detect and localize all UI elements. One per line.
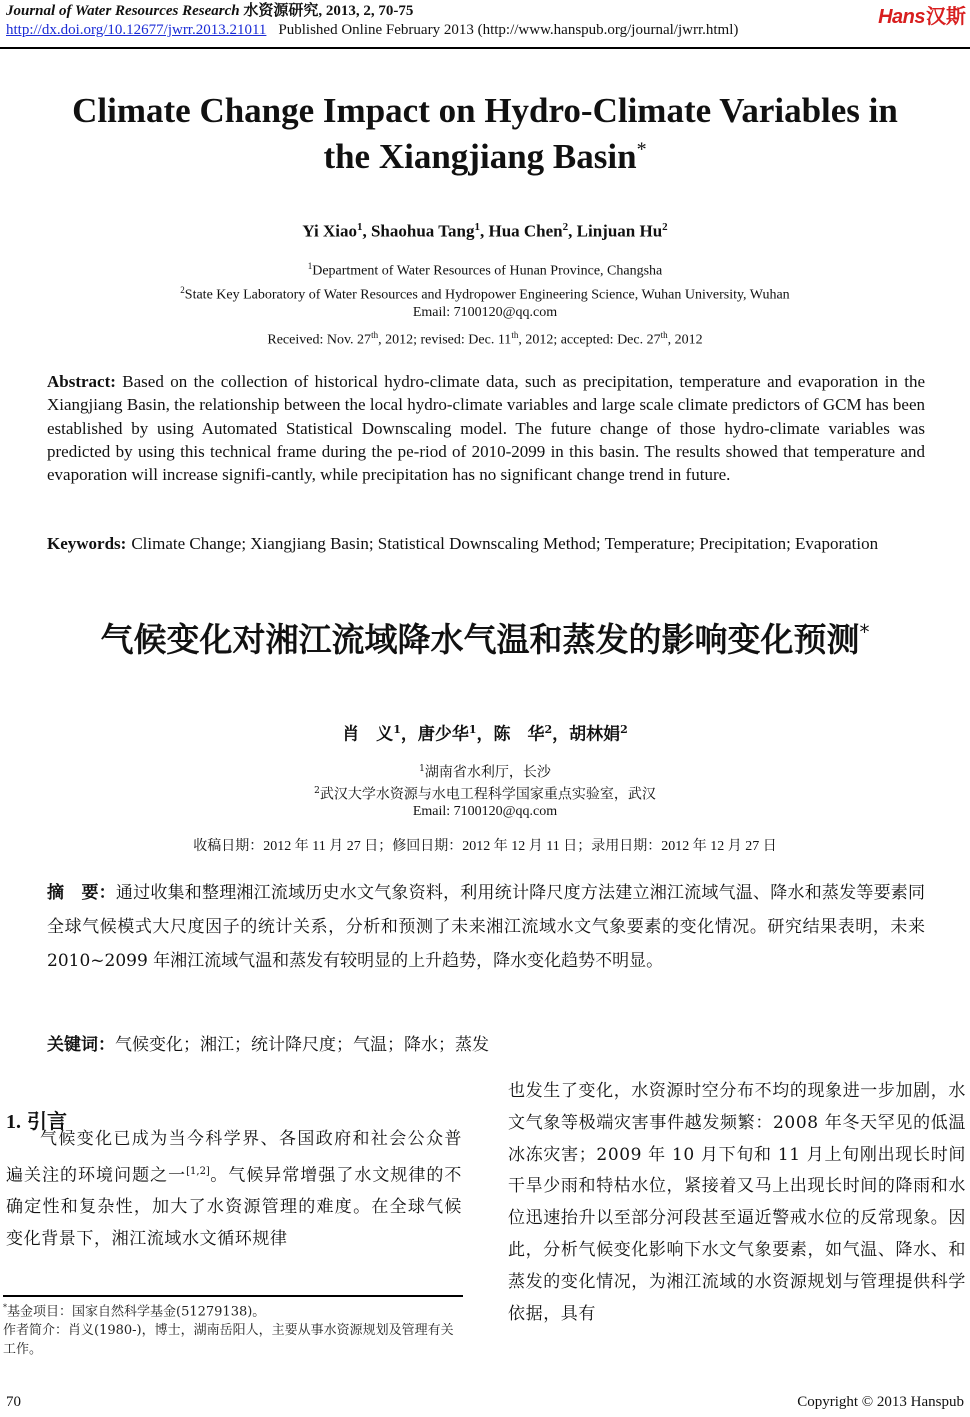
aff-num: 1 — [419, 764, 425, 774]
received-part: Received: Nov. 27 — [267, 332, 372, 348]
author-aff: 1 — [393, 723, 401, 736]
author-sep: , — [362, 221, 371, 241]
title-cn-footnote-mark: * — [859, 620, 870, 644]
keywords-label: Keywords: — [47, 534, 127, 553]
body-text: 。气候异常增强了水文规律的不确定性和复杂性，加大了水资源管理的难度。在全球气候变化背景下，湘江流域水文循环规律 — [6, 1165, 463, 1250]
doi-link[interactable]: http://dx.doi.org/10.12677/jwrr.2013.21011 — [6, 22, 267, 38]
author-aff: 2 — [662, 221, 668, 233]
author-sep: , — [568, 221, 577, 241]
author: Hua Chen — [488, 221, 563, 241]
abstract-cn — [47, 876, 925, 978]
authors-en — [0, 216, 970, 243]
abstract-cn-text: 通过收集和整理湘江流域历史水文气象资料，利用统计降尺度方法建立湘江流域气温、降水和蒸发等要素同全球气候模式大尺度因子的统计关系，分析和预测了未来湘江流域水文气象要素的变化情况。研究结果表明，未来 2010~2099 年湘江流域气温和蒸发有较明显的上升趋势，降水变化趋势不明显。 — [47, 883, 926, 971]
author-sep: ， — [476, 724, 494, 745]
revised-part: , 2012; revised: Dec. 11 — [378, 332, 512, 348]
keywords-cn-text: 气候变化；湘江；统计降尺度；气温；降水；蒸发 — [115, 1035, 489, 1055]
footnote-fund-text: 基金项目：国家自然科学基金(51279138)。 — [7, 1304, 266, 1320]
title-cn-text: 气候变化对湘江流域降水气温和蒸发的影响变化预测 — [100, 620, 860, 659]
aff-num: 2 — [180, 284, 185, 295]
author: 肖 义 — [342, 724, 394, 745]
ordinal: th — [660, 330, 668, 340]
author-aff: 1 — [468, 723, 477, 736]
paper-title-en — [0, 88, 970, 180]
aff-text: 湖南省水利厅，长沙 — [424, 764, 551, 781]
affiliation — [0, 760, 970, 782]
hans-logo — [878, 0, 966, 29]
author-aff: 1 — [474, 221, 480, 233]
section-number: 1. — [6, 1111, 21, 1133]
aff-text: Department of Water Resources of Hunan Province, Changsha — [312, 263, 663, 279]
affiliation — [0, 281, 970, 305]
accepted-part: , 2012; accepted: Dec. 27 — [518, 332, 661, 348]
received-dates-cn: 收稿日期：2012 年 11 月 27 日；修回日期：2012 年 12 月 11 日；录用日期：2012 年 12 月 27 日 — [193, 839, 777, 854]
title-line-1: Climate Change Impact on Hydro-Climate Variables in — [72, 91, 898, 130]
abstract-label: Abstract: — [47, 372, 116, 391]
author: Yi Xiao — [302, 221, 357, 241]
body-text: 气候变化已成为当今科学界、各国政府和社会公众普遍关注的环境问题之一 — [6, 1129, 462, 1186]
copyright: Copyright © 2013 Hanspub — [797, 1394, 964, 1410]
footnote-mark: * — [3, 1303, 7, 1312]
author-aff: 1 — [356, 221, 363, 233]
email: Email: 7100120@qq.com — [412, 305, 558, 321]
footnote-divider — [3, 1295, 463, 1297]
logo-text-cn: 汉斯 — [926, 6, 966, 28]
running-header — [6, 2, 964, 40]
author: 唐少华 — [417, 724, 469, 745]
received-dates-en — [0, 326, 970, 350]
authors-cn — [0, 718, 970, 747]
affiliation — [0, 782, 970, 804]
email: Email: 7100120@qq.com — [412, 804, 558, 820]
journal-name-en: Journal of Water Resources Research — [6, 3, 240, 19]
abstract-text: Based on the collection of historical hydro-climate data, such as precipitation, temperature and evaporation in the Xiangjiang Basin, the relationship between the local hydro-climate variables and large scale climate predictors of GCM has been established by using Automated Statistical Downscaling model. The future change of those hydro-climate variables was predicted by using this technical frame during the pe-riod of 2010-2099 in this basin. The results showed that temperature and evaporation will increase signifi-cantly, while precipitation has no significant change trend in future. — [47, 372, 925, 485]
affiliation — [0, 257, 970, 281]
footnote-fund — [3, 1298, 463, 1321]
ordinal: th — [371, 330, 379, 340]
abstract-en — [47, 370, 925, 486]
citation: [1,2] — [186, 1165, 210, 1177]
author-sep: , — [479, 221, 489, 241]
keywords-en — [47, 532, 925, 555]
author-sep: ， — [552, 724, 570, 745]
section-title: 引言 — [27, 1109, 67, 1133]
affiliations-en — [0, 257, 970, 322]
published-online: Published Online February 2013 (http://www.hanspub.org/journal/jwrr.html) — [278, 22, 739, 38]
body-column-right: 也发生了变化，水资源时空分布不均的现象进一步加剧，水文气象等极端灾害事件越发频繁：2008 年冬天罕见的低温冰冻灾害；2009 年 10 月下旬和 11 月上旬刚出现长时间干旱少雨和特枯水位，紧接着又马上出现长时间的降雨和水位迅速抬升以至部分河段甚至逼近警戒水位的反常现象。因此，分析气候变化影响下水文气象要素，如气温、降水、和蒸发的变化情况，为湘江流域的水资源规划与管理提供科学依据，具有 — [508, 1081, 966, 1324]
author: Shaohua Tang — [370, 221, 475, 241]
paper-title-cn — [0, 618, 970, 662]
page-number: 70 — [6, 1394, 21, 1410]
aff-text: State Key Laboratory of Water Resources and Hydropower Engineering Science, Wuhan University, Wuhan — [184, 287, 790, 303]
year-part: , 2012 — [667, 332, 703, 348]
title-footnote-mark: * — [636, 138, 647, 161]
keywords-text: Climate Change; Xiangjiang Basin; Statistical Downscaling Method; Temperature; Precipitation; Evaporation — [131, 534, 879, 553]
author: Linjuan Hu — [576, 221, 663, 241]
author-aff: 2 — [544, 723, 553, 736]
body-column-left — [6, 1124, 462, 1256]
author-aff: 2 — [620, 723, 628, 736]
header-divider — [0, 47, 970, 49]
logo-text-en: Hans — [878, 6, 925, 28]
author-sep: ， — [400, 724, 418, 745]
journal-citation — [6, 2, 964, 20]
footnote-author: 作者简介：肖义(1980-)，博士，湖南岳阳人，主要从事水资源规划及管理有关工作。 — [3, 1323, 454, 1358]
author: 陈 华 — [493, 724, 545, 745]
abstract-cn-label: 摘 要： — [47, 883, 116, 903]
author-aff: 2 — [562, 221, 569, 233]
aff-text: 武汉大学水资源与水电工程科学国家重点实验室，武汉 — [319, 786, 656, 803]
keywords-cn-label: 关键词： — [47, 1035, 115, 1055]
ordinal: th — [511, 330, 519, 340]
aff-num: 2 — [314, 785, 320, 796]
affiliations-cn — [0, 760, 970, 821]
aff-num: 1 — [307, 261, 313, 271]
title-line-2: the Xiangjiang Basin — [323, 137, 637, 176]
footnotes — [3, 1298, 463, 1359]
keywords-cn — [47, 1028, 925, 1062]
journal-name-cn: 水资源研究, 2013, 2, 70-75 — [243, 3, 414, 19]
author: 胡林娟 — [569, 724, 621, 745]
